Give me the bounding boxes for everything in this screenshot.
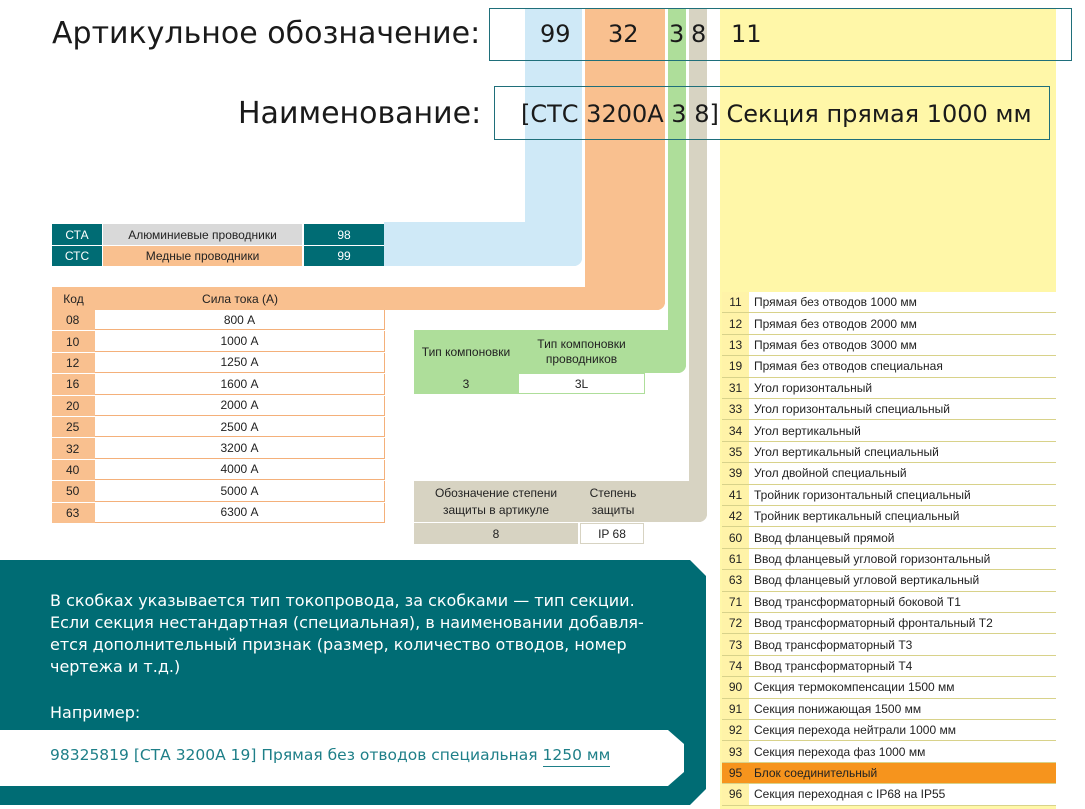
section-name: Тройник горизонтальный специальный [749,485,1056,505]
section-name: Угол двойной специальный [749,463,1056,483]
section-list-item [722,506,1056,527]
note-line: Если секция нестандартная (специальная), в наименовании добавля- [50,613,644,632]
section-code: 39 [722,463,749,483]
section-list-item [722,677,1056,698]
protection-value-code: 8 [414,523,578,544]
section-list-item [722,741,1056,762]
section-name: Секция перехода фаз 1000 мм [749,741,1056,761]
section-code: 13 [722,335,749,355]
current-code: 12 [52,353,95,373]
protection-header-degree-text: Степень защиты [589,486,637,517]
current-amps: 1250 А [95,353,385,373]
layout-header-type: Тип компоновки [421,345,511,359]
section-list-item [722,656,1056,677]
section-name: Секция переходная с IP68 на IP55 [749,784,1056,804]
section-list-item [722,763,1056,784]
section-name: Тройник вертикальный специальный [749,506,1056,526]
section-name: Ввод фланцевый угловой горизонтальный [749,549,1056,569]
article-part-section: 11 [731,20,762,48]
section-code: 93 [722,741,749,761]
current-code: 10 [52,331,95,351]
current-code: 25 [52,417,95,437]
section-code: 92 [722,720,749,740]
current-amps: 3200 А [95,438,385,458]
section-list-item [722,442,1056,463]
section-list-item [722,699,1056,720]
section-name: Угол горизонтальный [749,378,1056,398]
section-list-item [722,378,1056,399]
band-layout [668,8,686,373]
section-list-item [722,292,1056,313]
section-code: 73 [722,634,749,654]
section-list-item [722,592,1056,613]
section-name: Блок соединительный [749,763,1056,783]
section-list-item [722,399,1056,420]
protection-header-code-text: Обозначение степени защиты в артикуле [434,486,558,517]
current-code: 50 [52,481,95,501]
section-name: Ввод фланцевый прямой [749,527,1056,547]
current-code: 63 [52,503,95,523]
section-name: Угол вертикальный специальный [749,442,1056,462]
section-list-item [722,570,1056,591]
section-code: 11 [722,292,749,312]
note-line: чертежа и т.д.) [50,657,181,676]
section-name: Ввод фланцевый угловой вертикальный [749,570,1056,590]
name-label: Наименование: [238,96,482,131]
section-code: 33 [722,399,749,419]
section-code: 12 [722,313,749,333]
name-value: [СТС 3200А 3 8] Секция прямая 1000 мм [521,100,1032,128]
section-name: Прямая без отводов 2000 мм [749,313,1056,333]
section-code: 72 [722,613,749,633]
current-code: 08 [52,310,95,330]
section-list-item [722,485,1056,506]
section-code: 96 [722,784,749,804]
section-name: Угол горизонтальный специальный [749,399,1056,419]
section-name: Ввод трансформаторный фронтальный Т2 [749,613,1056,633]
section-code: 34 [722,420,749,440]
article-part-conductor: 99 [540,20,571,48]
current-amps: 2500 А [95,417,385,437]
conductor-value: 99 [304,246,384,266]
section-name: Ввод трансформаторный Т3 [749,634,1056,654]
layout-value-type: 3 [414,373,518,394]
section-list-item [722,634,1056,655]
article-part-current: 32 [608,20,639,48]
section-code: 35 [722,442,749,462]
section-name: Секция понижающая 1500 мм [749,699,1056,719]
note-line: В скобках указывается тип токопровода, за скобками — тип секции. [50,591,635,610]
section-name: Прямая без отводов 1000 мм [749,292,1056,312]
current-header-code: Код [63,291,84,306]
section-list-item [722,784,1056,805]
section-code: 31 [722,378,749,398]
conductor-code: СТС [52,246,102,266]
layout-value-conductors: 3L [518,373,645,394]
section-list-item [722,335,1056,356]
current-amps: 800 А [95,310,385,330]
layout-header-conductors [518,332,645,372]
protection-header-degree [578,482,648,522]
section-code: 41 [722,485,749,505]
section-code: 90 [722,677,749,697]
section-list-item [722,356,1056,377]
conductor-name: Медные проводники [103,246,302,266]
section-code: 60 [722,527,749,547]
current-code: 20 [52,396,95,416]
band-conductor-h [384,222,582,266]
current-amps: 1600 А [95,374,385,394]
section-name: Секция термокомпенсации 1500 мм [749,677,1056,697]
example-value: 98325819 [СТА 3200А 19] Прямая без отводов специальная [50,746,543,764]
current-amps: 1000 А [95,331,385,351]
section-code: 91 [722,699,749,719]
current-amps: 4000 А [95,460,385,480]
section-list-item [722,313,1056,334]
section-code: 61 [722,549,749,569]
article-part-layout: 3 [669,20,685,48]
section-list-item [722,527,1056,548]
section-list-item [722,463,1056,484]
section-code: 63 [722,570,749,590]
section-list-item [722,549,1056,570]
section-list-item [722,420,1056,441]
section-code: 19 [722,356,749,376]
section-name: Ввод трансформаторный боковой Т1 [749,592,1056,612]
conductor-name: Алюминиевые проводники [103,224,302,245]
current-code: 40 [52,460,95,480]
article-label: Артикульное обозначение: [52,16,481,51]
current-amps: 6300 А [95,503,385,523]
example-text [50,746,610,764]
example-size: 1250 мм [543,746,611,767]
section-list-item [722,613,1056,634]
conductor-code: СТА [52,224,102,245]
conductor-value: 98 [304,224,384,245]
section-code: 74 [722,656,749,676]
current-amps: 5000 А [95,481,385,501]
current-code: 16 [52,374,95,394]
section-name: Угол вертикальный [749,420,1056,440]
section-code: 95 [722,763,749,783]
current-amps: 2000 А [95,396,385,416]
current-code: 32 [52,438,95,458]
section-code: 71 [722,592,749,612]
protection-value-degree: IP 68 [580,523,644,544]
example-label: Например: [50,703,141,722]
section-code: 42 [722,506,749,526]
section-list-item [722,720,1056,741]
current-header-amps: Сила тока (А) [202,291,278,306]
section-name: Ввод трансформаторный Т4 [749,656,1056,676]
article-box [489,8,1072,61]
section-name: Секция перехода нейтрали 1000 мм [749,720,1056,740]
note-line: ется дополнительный признак (размер, количество отводов, номер [50,635,627,654]
section-name: Прямая без отводов специальная [749,356,1056,376]
article-part-protection: 8 [691,20,707,48]
section-name: Прямая без отводов 3000 мм [749,335,1056,355]
protection-header-code [414,482,578,522]
layout-header-conductors-text: Тип компоновки проводников [537,337,626,366]
